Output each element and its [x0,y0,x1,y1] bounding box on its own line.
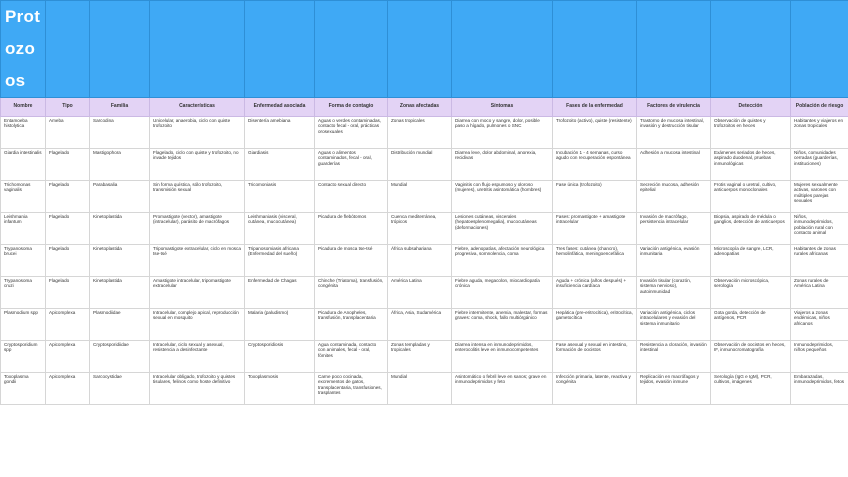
title-band-cell[interactable] [315,1,388,98]
table-cell[interactable]: Trypanosoma cruzi [1,277,46,309]
table-cell[interactable]: Sarcodina [90,117,150,149]
title-band-cell[interactable] [553,1,637,98]
table-cell[interactable]: Niños, comunidades cerradas (guarderías, instituciones) [791,149,848,181]
table-cell[interactable]: Lesiones cutáneas, viscerales (hepatoesplenomegalia), mucocutáneas (deformaciones) [452,213,553,245]
header-cell[interactable]: Población de riesgo [791,98,848,117]
table-row [1,341,848,373]
table-cell[interactable]: Parabasalia [90,181,150,213]
table-cell[interactable]: Zonas tropicales [388,117,452,149]
table-row [1,213,848,245]
table-cell[interactable]: Diarrea leve, dolor abdominal, anorexia, recidivas [452,149,553,181]
table-cell[interactable]: Flagelado, ciclo con quiste y trofozoito, no invade tejidos [150,149,245,181]
table-cell[interactable]: Infección primaria, latente, reactiva y congénita [553,373,637,405]
table-cell[interactable]: Aguda + crónica (años después) + insuficiencia cardíaca [553,277,637,309]
table-cell[interactable]: Malaria (paludismo) [245,309,315,341]
table-cell[interactable]: Giardiasis [245,149,315,181]
header-cell[interactable]: Familia [90,98,150,117]
table-cell[interactable]: Enfermedad de Chagas [245,277,315,309]
table-cell[interactable]: Mundial [388,181,452,213]
table-cell[interactable]: Replicación en macrófagos y tejidos, evasión inmune [637,373,711,405]
table-cell[interactable]: Mujeres sexualmente activas, varones con múltiples parejas sexuales [791,181,848,213]
table-cell[interactable]: Flagelado [46,181,90,213]
table-cell[interactable]: Contacto sexual directo [315,181,388,213]
table-cell[interactable]: Intracelular, ciclo sexual y asexual, resistencia a desinfectante [150,341,245,373]
table-cell[interactable]: Hepática (pre-eritrocítica), eritrocítica, gametocítica [553,309,637,341]
table-cell[interactable]: Invasión de macrófago, persistencia intracelular [637,213,711,245]
table-cell[interactable]: Fiebre intermitente, anemia, malestar, formas graves: coma, shock, fallo multiórgánico [452,309,553,341]
table-cell[interactable]: Zonas templadas y tropicales [388,341,452,373]
table-cell[interactable]: Picadura de Anopheles, transfusión, transplacentaria [315,309,388,341]
title-band-cell[interactable] [711,1,791,98]
table-cell[interactable]: Apicomplexa [46,373,90,405]
table-cell[interactable]: Vaginitis con flujo espumoso y oloroso (mujeres), uretritis asintomática (hombres) [452,181,553,213]
table-cell[interactable]: Diarrea intensa en inmunodeprimidos, enterocolitis leve en inmunocompetentes [452,341,553,373]
table-row [1,181,848,213]
table-cell[interactable]: Kinetoplastida [90,277,150,309]
table-cell[interactable]: Sin forma quística, sólo trofozoito, transmisión sexual [150,181,245,213]
table-row [1,245,848,277]
table-cell[interactable]: Variación antigénica, ciclos intracelulares y evasión del sistema inmunitario [637,309,711,341]
table-cell[interactable]: Carne poco cocinada, excrementos de gatos, transplacentaria, transfusiones, trasplantes [315,373,388,405]
table-cell[interactable]: Flagelado [46,213,90,245]
title-band-cell[interactable] [150,1,245,98]
table-cell[interactable]: África, Asia, Sudamérica [388,309,452,341]
title-band-cell[interactable] [245,1,315,98]
table-cell[interactable]: Diarrea con moco y sangre, dolor, posible paso a hígado, pulmones o SNC [452,117,553,149]
table-cell[interactable]: Cryptosporidiosis [245,341,315,373]
table-cell[interactable]: Intracelular, complejo apical, reproducción sexual en mosquito [150,309,245,341]
table-cell[interactable]: Fase asexual y sexual en intestino, formación de oocistos [553,341,637,373]
table-cell[interactable]: Aguas o alimentos contaminados, fecal - oral, guarderías [315,149,388,181]
table-cell[interactable]: Viajeros a zonas endémicas, niños africanos [791,309,848,341]
table-row [1,309,848,341]
header-cell[interactable]: Forma de contagio [315,98,388,117]
table-cell[interactable]: Microscopía de sangre, LCR, adenopatías [711,245,791,277]
table-cell[interactable]: Distribución mundial [388,149,452,181]
table-cell[interactable]: Tripomastigote extracelular, ciclo en mosca tse-tsé [150,245,245,277]
header-cell[interactable]: Fases de la enfermedad [553,98,637,117]
table-cell[interactable]: Plasmodiidae [90,309,150,341]
table-cell[interactable]: Leishmania infantum [1,213,46,245]
table-cell[interactable]: Trypanosoma brucei [1,245,46,277]
table-cell[interactable]: Trofozoito (activo), quiste (resistente) [553,117,637,149]
table-cell[interactable]: Serología (IgG e IgM), PCR, cultivos, imágenes [711,373,791,405]
table-cell[interactable]: Zonas rurales de América Latina [791,277,848,309]
title-band-cell[interactable] [791,1,848,98]
table-cell[interactable]: Apicomplexa [46,309,90,341]
title-band-cell[interactable] [452,1,553,98]
table-cell[interactable]: Variación antigénica, evasión inmunitaria [637,245,711,277]
title-band-cell[interactable] [388,1,452,98]
table-cell[interactable]: Amastigote intracelular, tripomastigote extracelular [150,277,245,309]
header-cell[interactable]: Zonas afectadas [388,98,452,117]
table-cell[interactable]: Fiebre, adenopatías, afectación neurológica progresiva, somnolencia, coma [452,245,553,277]
header-cell[interactable]: Síntomas [452,98,553,117]
table-cell[interactable]: Incubación 1 - 4 semanas, curso agudo con recuperación espontánea [553,149,637,181]
table-cell[interactable]: Picadura de mosca tse-tsé [315,245,388,277]
table-cell[interactable]: Trastorno de mucosa intestinal, invasión y destrucción tisular [637,117,711,149]
table-cell[interactable]: Exámenes seriados de heces, aspirado duodenal, pruebas inmunológicas [711,149,791,181]
table-cell[interactable]: Leishmaniasis (visceral, cutánea, mucocutánea) [245,213,315,245]
header-cell[interactable]: Enfermedad asociada [245,98,315,117]
table-cell[interactable]: Ameba [46,117,90,149]
table-cell[interactable]: Fiebre aguda, megacolon, miocardiopatía crónica [452,277,553,309]
table-cell[interactable]: Invasión tisular (corazón, sistema nervioso), autoinmunidad [637,277,711,309]
table-cell[interactable]: Unicelular, anaerobia, ciclo con quiste trofozoito [150,117,245,149]
table-cell[interactable]: Aguas o verdes contaminadas, contacto fecal - oral, prácticas orosexuales [315,117,388,149]
table-cell[interactable]: Promastigote (vector), amastigote (intracelular), parásito de macrófagos [150,213,245,245]
table-cell[interactable]: Mastigophora [90,149,150,181]
table-cell[interactable]: Fases: promastigote + amastigote intracelular [553,213,637,245]
table-cell[interactable]: América Latina [388,277,452,309]
table-cell[interactable]: Habitantes y viajeros en zonas tropicales [791,117,848,149]
table-cell[interactable]: Tripanosomiasis africana (Enfermedad del sueño) [245,245,315,277]
table-cell[interactable]: Adhesión a mucosa intestinal [637,149,711,181]
table-cell[interactable]: Intracelular obligado, trofozoito y quistes tisulares, felinos como hoste definitivo [150,373,245,405]
table-cell[interactable]: Entamoeba histolytica [1,117,46,149]
table-cell[interactable]: Flagelado [46,277,90,309]
table-cell[interactable]: Biopsia, aspirado de médula o ganglios, detección de anticuerpos [711,213,791,245]
table-cell[interactable]: Sarcocystidae [90,373,150,405]
header-cell[interactable]: Factores de virulencia [637,98,711,117]
table-row [1,117,848,149]
table-cell[interactable]: Toxoplasmosis [245,373,315,405]
table-cell[interactable]: Frotis vaginal o uretral, cultivo, anticuerpos monoclonales [711,181,791,213]
table-cell[interactable]: Cryptosporidium spp [1,341,46,373]
table-cell[interactable]: Cuenca mediterránea, trópicos [388,213,452,245]
table-cell[interactable]: Kinetoplastida [90,213,150,245]
title-row [1,1,848,98]
table-cell[interactable]: Secreción mucosa, adhesión epitelial [637,181,711,213]
title-band-cell[interactable] [637,1,711,98]
table-cell[interactable]: Picadura de flebótomos [315,213,388,245]
table-cell[interactable]: Habitantes de zonas rurales africanas [791,245,848,277]
table-cell[interactable]: Toxoplasma gondii [1,373,46,405]
title-band-cell[interactable] [90,1,150,98]
table-row [1,373,848,405]
table-cell[interactable]: Tres fases: cutánea (chancro), hemolinfática, meningoencefálica [553,245,637,277]
table-cell[interactable]: Giardia intestinalis [1,149,46,181]
header-cell[interactable]: Características [150,98,245,117]
table-cell[interactable]: Mundial [388,373,452,405]
table-cell[interactable]: Fase única (trofozoito) [553,181,637,213]
table-cell[interactable]: Agua contaminada, contacto con animales, fecal - oral, fómites [315,341,388,373]
table-cell[interactable]: Observación de quistes y trofozoitos en heces [711,117,791,149]
table-cell[interactable]: Asintomático o febril leve en sanos; grave en inmunodeprimidos y feto [452,373,553,405]
table-cell[interactable]: Chinche (Triatoma), transfusión, congénita [315,277,388,309]
table-cell[interactable]: Flagelado [46,149,90,181]
table-cell[interactable]: Tricomoniasis [245,181,315,213]
header-cell[interactable]: Nombre [1,98,46,117]
table-cell[interactable]: Gota gorda, detección de antígenos, PCR [711,309,791,341]
table-cell[interactable]: Flagelado [46,245,90,277]
table-cell[interactable]: Trichomonas vaginalis [1,181,46,213]
table-cell[interactable]: África subsahariana [388,245,452,277]
table-cell[interactable]: Cryptosporidiidae [90,341,150,373]
table-cell[interactable]: Apicomplexa [46,341,90,373]
table-row [1,277,848,309]
table-cell[interactable]: Observación de oocistos en heces, IF, inmunocromatografía [711,341,791,373]
table-cell[interactable]: Observación microscópica, serología [711,277,791,309]
header-cell[interactable]: Detección [711,98,791,117]
header-cell[interactable]: Tipo [46,98,90,117]
table-cell[interactable]: Plasmodium spp [1,309,46,341]
sheet-title[interactable]: Protozoos [1,1,46,98]
header-row [1,98,848,117]
table-cell[interactable]: Resistencia a cloración, invasión intestinal [637,341,711,373]
table-cell[interactable]: Niños, inmunodeprimidos, población rural con contacto animal [791,213,848,245]
table-cell[interactable]: Embarazadas, inmunodeprimidos, fetos [791,373,848,405]
table-cell[interactable]: Disentería amebiana [245,117,315,149]
table-row [1,149,848,181]
title-band-cell[interactable] [46,1,90,98]
table-cell[interactable]: Inmunodeprimidos, niños pequeños [791,341,848,373]
table-cell[interactable]: Kinetoplastida [90,245,150,277]
